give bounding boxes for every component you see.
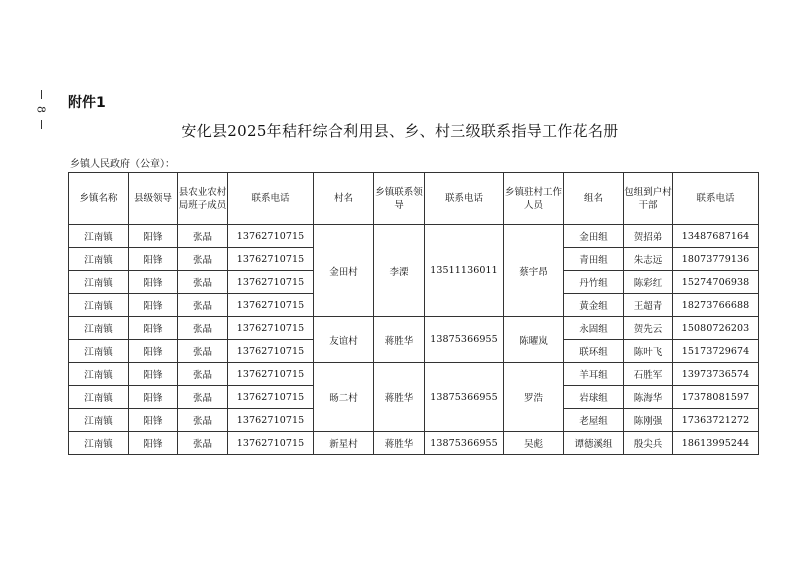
- cell-town-leader: 李溧: [374, 225, 425, 317]
- cell-village-staff: 罗浩: [504, 363, 564, 432]
- cell-phone: 13762710715: [228, 386, 314, 409]
- cell-bureau-member: 张晶: [178, 294, 228, 317]
- cell-town-leader: 蒋胜华: [374, 432, 425, 455]
- table-header-row: [69, 173, 759, 225]
- cell-group: 联环组: [564, 340, 624, 363]
- cell-group: 青田组: [564, 248, 624, 271]
- cell-phone: 13762710715: [228, 294, 314, 317]
- cell-village: 旸二村: [314, 363, 374, 432]
- cell-cadre-phone: 13973736574: [673, 363, 759, 386]
- cell-group: 金田组: [564, 225, 624, 248]
- header-village-staff: 乡镇驻村工作人员: [504, 173, 564, 225]
- header-cadre-phone: 联系电话: [673, 173, 759, 225]
- cell-village: 新星村: [314, 432, 374, 455]
- cell-cadre-phone: 18073779136: [673, 248, 759, 271]
- page-number-rule-top: [41, 90, 42, 99]
- cell-phone: 13762710715: [228, 225, 314, 248]
- cell-leader-phone: 13875366955: [425, 432, 504, 455]
- cell-town: 江南镇: [69, 432, 129, 455]
- cell-county-leader: 阳锋: [129, 340, 178, 363]
- cell-village-cadre: 陈海华: [624, 386, 673, 409]
- cell-bureau-member: 张晶: [178, 409, 228, 432]
- header-village-cadre: 包组到户村干部: [624, 173, 673, 225]
- cell-group: 黄金组: [564, 294, 624, 317]
- cell-bureau-member: 张晶: [178, 340, 228, 363]
- cell-county-leader: 阳锋: [129, 317, 178, 340]
- header-town-leader: 乡镇联系领导: [374, 173, 425, 225]
- cell-town-leader: 蒋胜华: [374, 363, 425, 432]
- cell-cadre-phone: 18273766688: [673, 294, 759, 317]
- cell-village-cadre: 贺先云: [624, 317, 673, 340]
- cell-town: 江南镇: [69, 294, 129, 317]
- cell-phone: 13762710715: [228, 248, 314, 271]
- header-leader-phone: 联系电话: [425, 173, 504, 225]
- cell-county-leader: 阳锋: [129, 363, 178, 386]
- cell-village-cadre: 朱志远: [624, 248, 673, 271]
- government-seal-label: 乡镇人民政府（公章）：: [70, 159, 175, 170]
- cell-group: 谭德溪组: [564, 432, 624, 455]
- page-number-text: 8: [34, 106, 48, 113]
- roster-table: [68, 172, 759, 455]
- cell-county-leader: 阳锋: [129, 271, 178, 294]
- cell-phone: 13762710715: [228, 340, 314, 363]
- cell-town: 江南镇: [69, 363, 129, 386]
- cell-town: 江南镇: [69, 225, 129, 248]
- cell-cadre-phone: 17378081597: [673, 386, 759, 409]
- cell-village-cadre: 陈叶飞: [624, 340, 673, 363]
- header-bureau-member: 县农业农村局班子成员: [178, 173, 228, 225]
- cell-leader-phone: 13875366955: [425, 363, 504, 432]
- cell-town: 江南镇: [69, 271, 129, 294]
- document-title: 安化县2025年秸秆综合利用县、乡、村三级联系指导工作花名册: [181, 122, 619, 140]
- cell-bureau-member: 张晶: [178, 363, 228, 386]
- cell-phone: 13762710715: [228, 409, 314, 432]
- cell-bureau-member: 张晶: [178, 225, 228, 248]
- cell-leader-phone: 13511136011: [425, 225, 504, 317]
- cell-town: 江南镇: [69, 340, 129, 363]
- cell-town: 江南镇: [69, 386, 129, 409]
- cell-cadre-phone: 15173729674: [673, 340, 759, 363]
- cell-county-leader: 阳锋: [129, 432, 178, 455]
- cell-county-leader: 阳锋: [129, 225, 178, 248]
- header-county-leader: 县级领导: [129, 173, 178, 225]
- header-group: 组名: [564, 173, 624, 225]
- cell-cadre-phone: 13487687164: [673, 225, 759, 248]
- cell-county-leader: 阳锋: [129, 386, 178, 409]
- header-town: 乡镇名称: [69, 173, 129, 225]
- cell-phone: 13762710715: [228, 271, 314, 294]
- cell-bureau-member: 张晶: [178, 386, 228, 409]
- cell-town: 江南镇: [69, 248, 129, 271]
- cell-village-cadre: 陈刚强: [624, 409, 673, 432]
- cell-cadre-phone: 15274706938: [673, 271, 759, 294]
- cell-phone: 13762710715: [228, 432, 314, 455]
- cell-leader-phone: 13875366955: [425, 317, 504, 363]
- cell-group: 永固组: [564, 317, 624, 340]
- cell-village-cadre: 石胜军: [624, 363, 673, 386]
- table-row: [69, 225, 759, 248]
- cell-village-cadre: 王超青: [624, 294, 673, 317]
- cell-phone: 13762710715: [228, 363, 314, 386]
- cell-county-leader: 阳锋: [129, 248, 178, 271]
- cell-village-staff: 蔡宇昂: [504, 225, 564, 317]
- cell-group: 老屋组: [564, 409, 624, 432]
- header-village: 村名: [314, 173, 374, 225]
- cell-bureau-member: 张晶: [178, 317, 228, 340]
- cell-cadre-phone: 17363721272: [673, 409, 759, 432]
- table-row: [69, 317, 759, 340]
- header-phone: 联系电话: [228, 173, 314, 225]
- cell-village: 金田村: [314, 225, 374, 317]
- cell-group: 岩球组: [564, 386, 624, 409]
- cell-village-staff: 陈曜岚: [504, 317, 564, 363]
- cell-town-leader: 蒋胜华: [374, 317, 425, 363]
- cell-bureau-member: 张晶: [178, 432, 228, 455]
- table-row: [69, 363, 759, 386]
- cell-phone: 13762710715: [228, 317, 314, 340]
- cell-village-cadre: 贺招弟: [624, 225, 673, 248]
- cell-town: 江南镇: [69, 409, 129, 432]
- cell-village-cadre: 殷尖兵: [624, 432, 673, 455]
- cell-village-staff: 吴彪: [504, 432, 564, 455]
- cell-cadre-phone: 18613995244: [673, 432, 759, 455]
- table-row: [69, 432, 759, 455]
- cell-bureau-member: 张晶: [178, 248, 228, 271]
- cell-village-cadre: 陈彩红: [624, 271, 673, 294]
- cell-town: 江南镇: [69, 317, 129, 340]
- cell-county-leader: 阳锋: [129, 409, 178, 432]
- cell-village: 友谊村: [314, 317, 374, 363]
- cell-group: 丹竹组: [564, 271, 624, 294]
- cell-cadre-phone: 15080726203: [673, 317, 759, 340]
- cell-group: 羊耳组: [564, 363, 624, 386]
- cell-bureau-member: 张晶: [178, 271, 228, 294]
- attachment-label: 附件1: [68, 95, 106, 111]
- cell-county-leader: 阳锋: [129, 294, 178, 317]
